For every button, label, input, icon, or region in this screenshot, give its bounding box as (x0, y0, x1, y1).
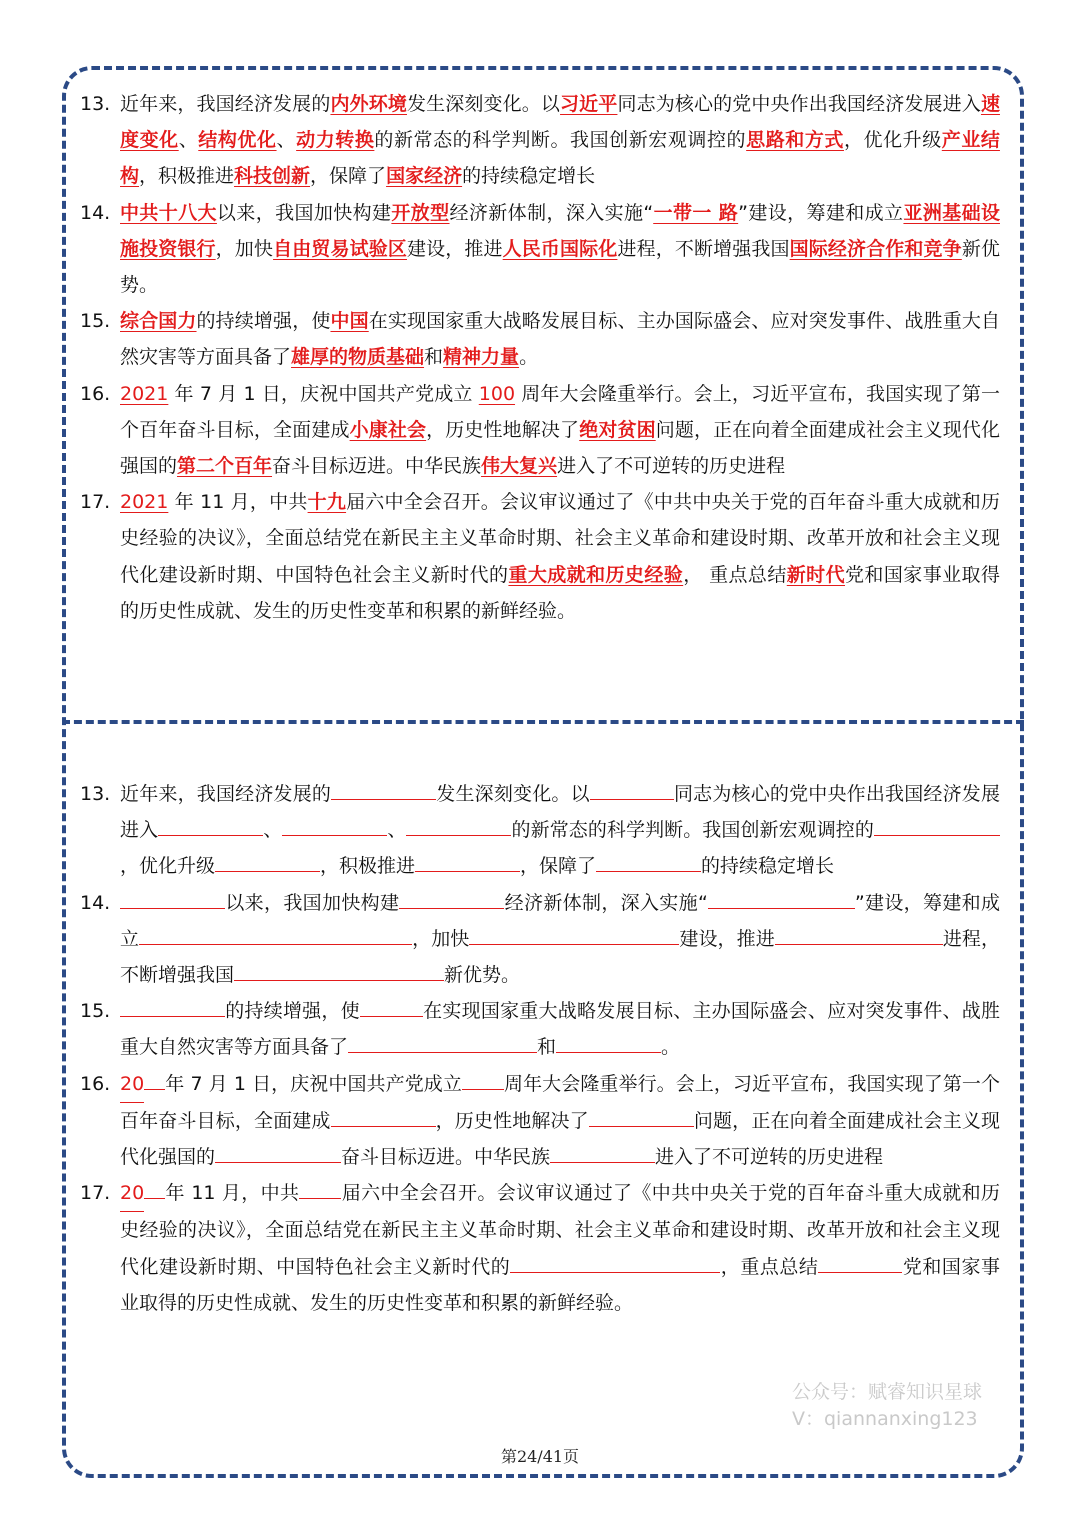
prefilled-year: 20 (120, 1066, 144, 1103)
item-number: 16. (80, 1072, 111, 1095)
answer-number: 2021 (120, 491, 169, 514)
item-text (120, 195, 1000, 304)
fill-blank[interactable] (299, 1176, 341, 1199)
text-run: 的新常态的科学判断。我国创新宏观调控的 (511, 819, 874, 842)
text-run: ”建设，筹建和成立 (738, 201, 904, 224)
fill-blank[interactable] (874, 813, 1000, 836)
exercise-section (80, 776, 1000, 1321)
fill-blank[interactable] (590, 777, 674, 800)
answer-keyword: 雄厚的物质基础 (291, 346, 425, 369)
fill-blank[interactable] (510, 1250, 720, 1273)
fill-blank[interactable] (462, 1067, 504, 1090)
answer-keyword: 第二个百年 (177, 455, 273, 478)
text-run: 的新常态的科学判断。我国创新宏观调控的 (374, 129, 747, 152)
item-text (120, 993, 1000, 1065)
fill-blank[interactable] (550, 1140, 655, 1163)
text-run: 的持续稳定增长 (462, 165, 596, 188)
text-run: 奋斗目标迈进。中华民族 (272, 455, 482, 478)
fill-blank[interactable] (708, 886, 855, 909)
text-run: 党和国家事业取得的历史性成就、发生的历史性变革和积累的新鲜经验。 (120, 1255, 1000, 1314)
text-run: 的持续稳定增长 (701, 855, 835, 878)
fill-blank[interactable] (215, 1140, 341, 1163)
item-number: 17. (80, 491, 111, 514)
answer-item (80, 303, 1000, 375)
text-run: ，历史性地解决了 (426, 418, 580, 441)
text-run: ，加快 (215, 237, 274, 260)
answer-item (80, 195, 1000, 304)
text-run: 年 11 月，中共 (165, 1182, 300, 1205)
text-run: ，保障了 (520, 855, 597, 878)
text-run: ”建设，筹建和成立 (120, 891, 1000, 950)
answer-keyword: 伟大复兴 (481, 455, 558, 478)
text-run: ，积极推进 (320, 855, 416, 878)
fill-blank[interactable] (348, 1030, 537, 1053)
fill-blank[interactable] (406, 813, 511, 836)
item-text (120, 885, 1000, 994)
text-run: ，重点总结 (720, 1255, 819, 1278)
text-run: 在实现国家重大战略发展目标、主办国际盛会、应对突发事件、战胜重大自然灾害等方面具备了 (120, 1000, 1000, 1059)
fill-blank[interactable] (556, 1030, 661, 1053)
answer-keyword: 十九 (307, 491, 347, 514)
answer-keyword: 精神力量 (443, 346, 520, 369)
fill-blank[interactable] (158, 813, 263, 836)
exercise-item (80, 1066, 1000, 1176)
text-run: 近年来，我国经济发展的 (120, 783, 332, 805)
text-run: 近年来，我国经济发展的 (120, 93, 331, 115)
item-text (120, 303, 1000, 375)
item-number: 15. (80, 1000, 111, 1023)
text-run: 、 (263, 819, 283, 842)
text-run: 奋斗目标迈进。中华民族 (341, 1146, 551, 1169)
text-run: 在实现国家重大战略发展目标、主办国际盛会、应对突发事件、战胜重大自然灾害等方面具备了 (120, 310, 1000, 369)
watermark-account: 公众号：赋睿知识星球 (792, 1381, 983, 1403)
item-number: 14. (80, 891, 111, 914)
answer-keyword: 绝对贫困 (579, 418, 656, 441)
fill-blank[interactable] (360, 994, 423, 1017)
page-number: 第24/41页 (500, 1447, 580, 1466)
watermark-wechat: V：qiannanxing123 (792, 1408, 978, 1430)
text-run: 问题，正在向着全面建成社会主义现代化强国的 (120, 418, 1000, 478)
text-run: ，加快 (412, 927, 470, 950)
answer-keyword: 习近平 (560, 93, 618, 115)
answer-keyword: 开放型 (391, 201, 450, 224)
answer-keyword: 动力转换 (296, 129, 375, 152)
exercise-item (80, 1175, 1000, 1321)
text-run: 发生深刻变化。以 (436, 783, 590, 805)
answer-item (80, 484, 1000, 629)
text-run: ， 重点总结 (683, 563, 787, 586)
answer-keyword: 科技创新 (234, 165, 311, 188)
text-run: 、 (276, 129, 297, 152)
text-run: 进程，不断增强我国 (120, 927, 1000, 987)
answer-keyword: 思路和方式 (746, 129, 844, 152)
text-run: 和 (537, 1036, 557, 1059)
fill-blank[interactable] (775, 922, 943, 945)
text-run: 周年大会隆重举行。会上，习近平宣布，我国实现了第一个百年奋斗目标，全面建成 (120, 1072, 1000, 1132)
item-text (120, 1066, 1000, 1176)
item-text (120, 1175, 1000, 1321)
fill-blank[interactable] (234, 958, 444, 981)
answer-keyword: 人民币国际化 (502, 237, 618, 260)
exercise-item (80, 776, 1000, 885)
text-run: 周年大会隆重举行。会上，习近平宣布，我国实现了第一个百年奋斗目标，全面建成 (120, 382, 1000, 441)
answer-keyword: 新时代 (786, 563, 846, 586)
text-run: 以来，我国加快构建 (225, 891, 400, 914)
section-divider (62, 720, 1024, 724)
item-number: 13. (80, 93, 111, 115)
fill-blank[interactable] (120, 994, 225, 1017)
answer-keyword: 综合国力 (120, 310, 197, 333)
answer-keyword: 速度变化 (120, 93, 1000, 152)
item-number: 14. (80, 201, 111, 224)
answer-keyword: 一带一 路 (653, 201, 739, 224)
text-run: 进入了不可逆转的历史进程 (655, 1146, 884, 1169)
text-run: ，优化升级 (120, 855, 216, 878)
prefilled-year: 20 (120, 1175, 144, 1212)
item-number: 17. (80, 1182, 111, 1205)
text-run: 。 (519, 346, 539, 369)
answer-number: 2021 (120, 382, 169, 405)
answer-keyword: 中共十八大 (120, 201, 217, 224)
answer-keyword: 自由贸易试验区 (273, 237, 407, 260)
answer-section (80, 86, 1000, 629)
item-text (120, 376, 1000, 485)
fill-blank[interactable] (144, 1067, 165, 1090)
text-run: 新优势。 (444, 964, 521, 987)
item-number: 15. (80, 310, 111, 333)
fill-blank[interactable] (282, 813, 387, 836)
item-text (120, 86, 1000, 195)
fill-blank[interactable] (818, 1250, 902, 1273)
text-run: 和 (424, 346, 444, 369)
fill-blank[interactable] (331, 1104, 436, 1127)
answer-keyword: 结构优化 (198, 129, 277, 152)
item-number: 16. (80, 382, 111, 405)
text-run: 经济新体制，深入实施“ (449, 201, 654, 224)
exercise-item (80, 993, 1000, 1065)
answer-keyword: 国家经济 (386, 165, 463, 188)
text-run: 以来，我国加快构建 (216, 201, 392, 224)
text-run: 的持续增强，使 (196, 310, 331, 333)
answer-keyword: 内外环境 (330, 93, 407, 115)
text-run: 进程，不断增强我国 (617, 237, 790, 260)
text-run: 的持续增强，使 (225, 1000, 360, 1023)
answer-item (80, 376, 1000, 485)
fill-blank[interactable] (139, 922, 412, 945)
text-run: 。 (661, 1036, 681, 1059)
text-run: 年 7 月 1 日，庆祝中国共产党成立 (168, 382, 479, 405)
answer-keyword: 中国 (330, 310, 369, 333)
text-run: 问题，正在向着全面建成社会主义现代化强国的 (120, 1109, 1000, 1169)
text-run: 建设，推进 (679, 927, 775, 950)
text-run: 、 (178, 129, 199, 152)
answer-keyword: 国际经济合作和竞争 (789, 237, 962, 260)
answer-keyword: 产业结构 (120, 129, 1000, 188)
answer-item (80, 86, 1000, 195)
fill-blank[interactable] (589, 1104, 694, 1127)
text-run: 年 11 月，中共 (168, 491, 308, 514)
text-run: 新优势。 (120, 237, 1000, 297)
fill-blank[interactable] (399, 886, 504, 909)
text-run: 同志为核心的党中央作出我国经济发展进入 (617, 93, 981, 115)
text-run: 届六中全会召开。会议审议通过了《中共中央关于党的百年奋斗重大成就和历史经验的决议》，全面总结党在新民主主义革命时期、社会主义革命和建设时期、改革开放和社会主义现代化建设新时期、中国特色社会主义新时代的 (120, 1182, 1000, 1278)
item-text (120, 484, 1000, 629)
fill-blank[interactable] (469, 922, 679, 945)
text-run: 届六中全会召开。会议审议通过了《中共中央关于党的百年奋斗重大成就和历史经验的决议》，全面总结党在新民主主义革命时期、社会主义革命和建设时期、改革开放和社会主义现代化建设新时期、中国特色社会主义新时代的 (120, 491, 1000, 586)
text-run: ，历史性地解决了 (435, 1109, 589, 1132)
exercise-item (80, 885, 1000, 994)
answer-keyword: 亚洲基础设施投资银行 (120, 201, 1000, 260)
text-run: 建设，推进 (406, 237, 503, 260)
answer-keyword: 小康社会 (349, 418, 427, 441)
fill-blank[interactable] (215, 849, 320, 872)
text-run: ，积极推进 (139, 165, 235, 188)
text-run: 、 (387, 819, 407, 842)
text-run: 同志为核心的党中央作出我国经济发展进入 (120, 783, 1000, 842)
fill-blank[interactable] (331, 777, 436, 800)
fill-blank[interactable] (415, 849, 520, 872)
item-number: 13. (80, 783, 111, 805)
text-run: 经济新体制，深入实施“ (504, 891, 708, 914)
fill-blank[interactable] (120, 886, 225, 909)
text-run: ，优化升级 (843, 129, 942, 152)
fill-blank[interactable] (596, 849, 701, 872)
answer-keyword: 重大成就和历史经验 (508, 563, 684, 586)
text-run: 年 7 月 1 日，庆祝中国共产党成立 (165, 1072, 462, 1095)
text-run: ，保障了 (310, 165, 387, 188)
item-text (120, 776, 1000, 885)
fill-blank[interactable] (144, 1176, 165, 1199)
text-run: 发生深刻变化。以 (406, 93, 561, 115)
text-run: 党和国家事业取得的历史性成就、发生的历史性变革和积累的新鲜经验。 (120, 563, 1000, 622)
text-run: 进入了不可逆转的历史进程 (557, 455, 786, 478)
answer-number: 100 (478, 382, 516, 405)
